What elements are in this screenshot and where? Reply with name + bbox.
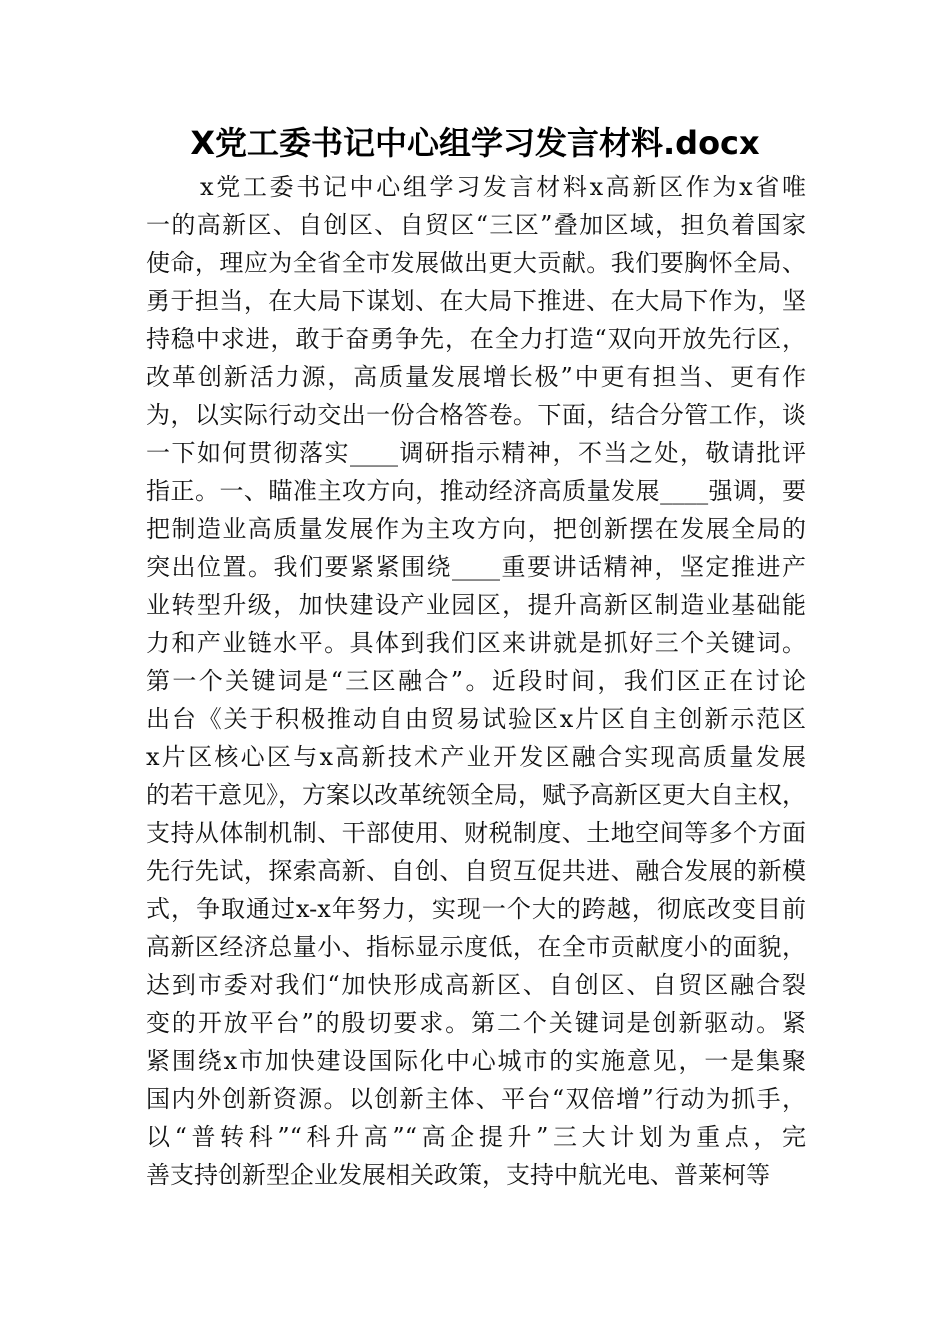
body-line: 指正。一、瞄准主攻方向，推动经济高质量发展____强调，要 (146, 477, 806, 505)
body-line: 一下如何贯彻落实____调研指示精神，不当之处，敬请批评 (146, 439, 806, 467)
body-line: 突出位置。我们要紧紧围绕____重要讲话精神，坚定推进产 (146, 553, 806, 581)
body-line: 以“普转科”“科升高”“高企提升”三大计划为重点，完 (146, 1123, 806, 1151)
body-line: 勇于担当，在大局下谋划、在大局下推进、在大局下作为，坚 (146, 287, 806, 315)
body-line: 支持从体制机制、干部使用、财税制度、土地空间等多个方面 (146, 819, 806, 847)
body-line: x党工委书记中心组学习发言材料x高新区作为x省唯 (200, 173, 806, 201)
body-line: 出台《关于积极推动自由贸易试验区x片区自主创新示范区 (146, 705, 806, 733)
body-line: 善支持创新型企业发展相关政策，支持中航光电、普莱柯等 (146, 1161, 770, 1189)
body-line: 为，以实际行动交出一份合格答卷。下面，结合分管工作，谈 (146, 401, 806, 429)
body-line: 一的高新区、自创区、自贸区“三区”叠加区域，担负着国家 (146, 211, 806, 239)
body-line: 国内外创新资源。以创新主体、平台“双倍增”行动为抓手， (146, 1085, 806, 1113)
body-line: 紧围绕x市加快建设国际化中心城市的实施意见，一是集聚 (146, 1047, 806, 1075)
document-title: X党工委书记中心组学习发言材料.docx (190, 124, 760, 162)
body-line: 使命，理应为全省全市发展做出更大贡献。我们要胸怀全局、 (146, 249, 806, 277)
body-line: 高新区经济总量小、指标显示度低，在全市贡献度小的面貌， (146, 933, 806, 961)
body-line: 持稳中求进，敢于奋勇争先，在全力打造“双向开放先行区， (146, 325, 806, 353)
body-line: 改革创新活力源，高质量发展增长极”中更有担当、更有作 (146, 363, 806, 391)
body-line: x片区核心区与x高新技术产业开发区融合实现高质量发展 (146, 743, 806, 771)
body-line: 业转型升级，加快建设产业园区，提升高新区制造业基础能 (146, 591, 806, 619)
document-body (146, 168, 806, 1194)
body-line: 力和产业链水平。具体到我们区来讲就是抓好三个关键词。 (146, 629, 806, 657)
body-line: 把制造业高质量发展作为主攻方向，把创新摆在发展全局的 (146, 515, 806, 543)
body-line: 达到市委对我们“加快形成高新区、自创区、自贸区融合裂 (146, 971, 806, 999)
body-line: 第一个关键词是“三区融合”。近段时间，我们区正在讨论 (146, 667, 806, 695)
body-line: 变的开放平台”的殷切要求。第二个关键词是创新驱动。紧 (146, 1009, 806, 1037)
body-line: 式，争取通过x-x年努力，实现一个大的跨越，彻底改变目前 (146, 895, 806, 923)
body-line: 的若干意见》，方案以改革统领全局，赋予高新区更大自主权， (146, 781, 806, 809)
body-line: 先行先试，探索高新、自创、自贸互促共进、融合发展的新模 (146, 857, 806, 885)
